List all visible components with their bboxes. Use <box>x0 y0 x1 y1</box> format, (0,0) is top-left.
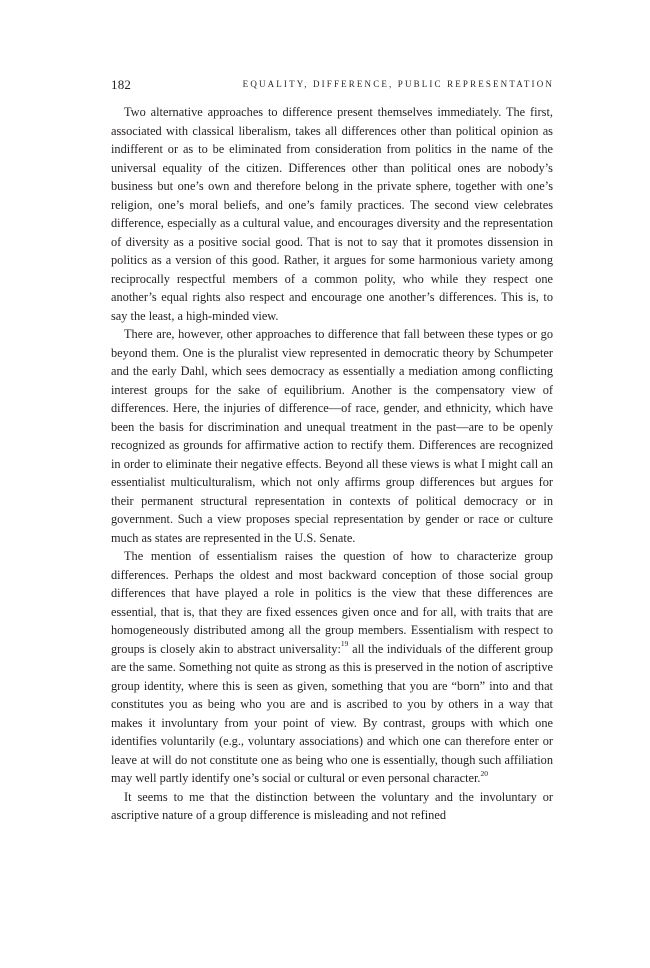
footnote-ref-20[interactable]: 20 <box>480 768 488 778</box>
paragraph-3-text-middle: all the individuals of the different group are the same. Something not quite as strong as this is preserved in the notion of ascriptive group identity, where this is seen as given, something that you are “born” into and that constitutes you as being who you are and is ascribed to you by others in a way that makes it involuntary from your point of view. By contrast, groups with which one identifies voluntarily (e.g., voluntary associations) and which one can therefore enter or leave at will do not constitute one as being who one is essentially, though such affiliation may well partly identify one’s social or cultural or even personal character. <box>111 641 553 785</box>
page-header <box>111 74 553 96</box>
paragraph-3-text-start: The mention of essentialism raises the question of how to characterize group differences. Perhaps the oldest and most backward conception of those social group differences that have played a role in politics is the view that these differences are essential, that is, that they are fixed essences given once and for all, with traits that are homogeneously distributed among all the group members. Essentialism with respect to groups is closely akin to abstract universality: <box>111 549 553 656</box>
book-page <box>111 74 553 825</box>
running-head: EQUALITY, DIFFERENCE, PUBLIC REPRESENTATION <box>242 79 554 89</box>
paragraph-4: It seems to me that the distinction between the voluntary and the involuntary or ascriptive nature of a group difference is misleading and not refined <box>111 789 553 822</box>
body-text <box>111 103 553 825</box>
paragraph-1: Two alternative approaches to difference present themselves immediately. The first, associated with classical liberalism, takes all differences other than political opinion as indifferent or as to be eliminated from consideration from politics in the name of the universal equality of the citizen. Differences other than political ones are nobody’s business but one’s own and therefore belong in the private sphere, together with one’s religion, one’s moral beliefs, and one’s family practices. The second view celebrates difference, especially as a cultural value, and encourages diversity and the representation of diversity as a positive social good. That is not to say that it promotes dissension in politics as a version of this good. Rather, it argues for some harmonious variety among reciprocally respectful members of a common polity, who while they respect one another’s equal rights also respect and encourage one another’s differences. This is, to say the least, a high-minded view. <box>111 105 553 323</box>
page-number: 182 <box>111 77 132 92</box>
paragraph-2: There are, however, other approaches to difference that fall between these types or go beyond them. One is the pluralist view represented in democratic theory by Schumpeter and the early Dahl, which sees democracy as essentially a mediation among conflicting interest groups for the sake of equilibrium. Another is the compensatory view of differences. Here, the injuries of difference—of race, gender, and ethnicity, which have been the basis for discrimination and unequal treatment in the past—are to be openly recognized as grounds for affirmative action to rectify them. Differences are recognized in order to eliminate their negative effects. Beyond all these views is what I might call an essentialist multiculturalism, which not only affirms group differences but argues for their permanent structural representation in contexts of political democracy or in government. Such a view proposes special representation by gender or race or culture much as states are represented in the U.S. Senate. <box>111 327 553 545</box>
paragraph-3 <box>111 547 553 788</box>
footnote-ref-19[interactable]: 19 <box>340 639 349 649</box>
